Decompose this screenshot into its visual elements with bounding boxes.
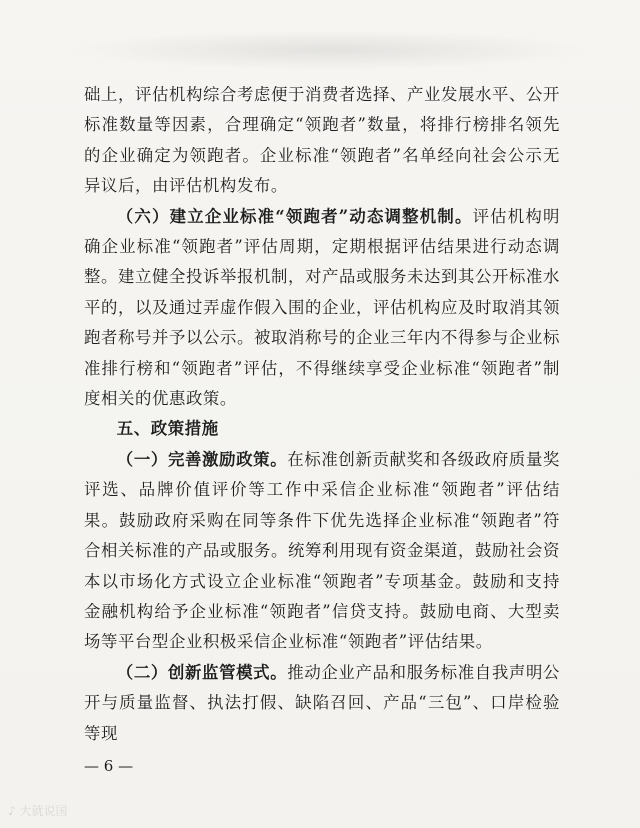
paragraph-continuation: 础上，评估机构综合考虑便于消费者选择、产业发展水平、公开标准数量等因素，合理确定“领跑者”数量，将排行榜排名领先的企业确定为领跑者。企业标准“领跑者”名单经向社会公示无异议后，由评估机构发布。: [84, 85, 560, 196]
paragraph-heading: （六）建立企业标准“领跑者”动态调整机制。: [116, 206, 473, 226]
section-title: 五、政策措施: [116, 419, 219, 439]
paragraph-heading: （二）创新监管模式。: [116, 662, 288, 682]
paragraph-text: 评估机构明确企业标准“领跑者”评估周期，定期根据评估结果进行动态调整。建立健全投诉举报机制，对产品或服务未达到其公开标准水平的，以及通过弄虚作假入围的企业，评估机构应及时取消其领跑者称号并予以公示。被取消称号的企业三年内不得参与企业标准排行榜和“领跑者”评估，不得继续享受企业标准“领跑者”制度相关的优惠政策。: [84, 206, 560, 409]
paragraph-supervision-mode: [84, 658, 560, 749]
paragraph-heading: （一）完善激励政策。: [116, 449, 288, 469]
paragraph-dynamic-adjustment: [84, 202, 560, 415]
watermark-text: 大就说国: [19, 804, 68, 818]
document-body: [84, 80, 560, 749]
watermark-icon: ♪: [8, 804, 16, 818]
paragraph-incentive-policy: [84, 445, 560, 658]
watermark-logo: [8, 802, 68, 819]
scan-shadow: [70, 30, 590, 70]
paragraph-text: 在标准创新贡献奖和各级政府质量奖评选、品牌价值评价等工作中采信企业标准“领跑者”评估结果。鼓励政府采购在同等条件下优先选择企业标准“领跑者”符合相关标准的产品或服务。统筹利用现有资金渠道，鼓励社会资本以市场化方式设立企业标准“领跑者”专项基金。鼓励和支持金融机构给予企业标准“领跑者”信贷支持。鼓励电商、大型卖场等平台型企业积极采信企业标准“领跑者”评估结果。: [84, 449, 560, 652]
page-number: — 6 —: [84, 757, 134, 775]
paragraph-text: 推动企业产品和服务标准自我声明公开与质量监督、执法打假、缺陷召回、产品“三包”、口岸检验等现: [84, 662, 560, 743]
